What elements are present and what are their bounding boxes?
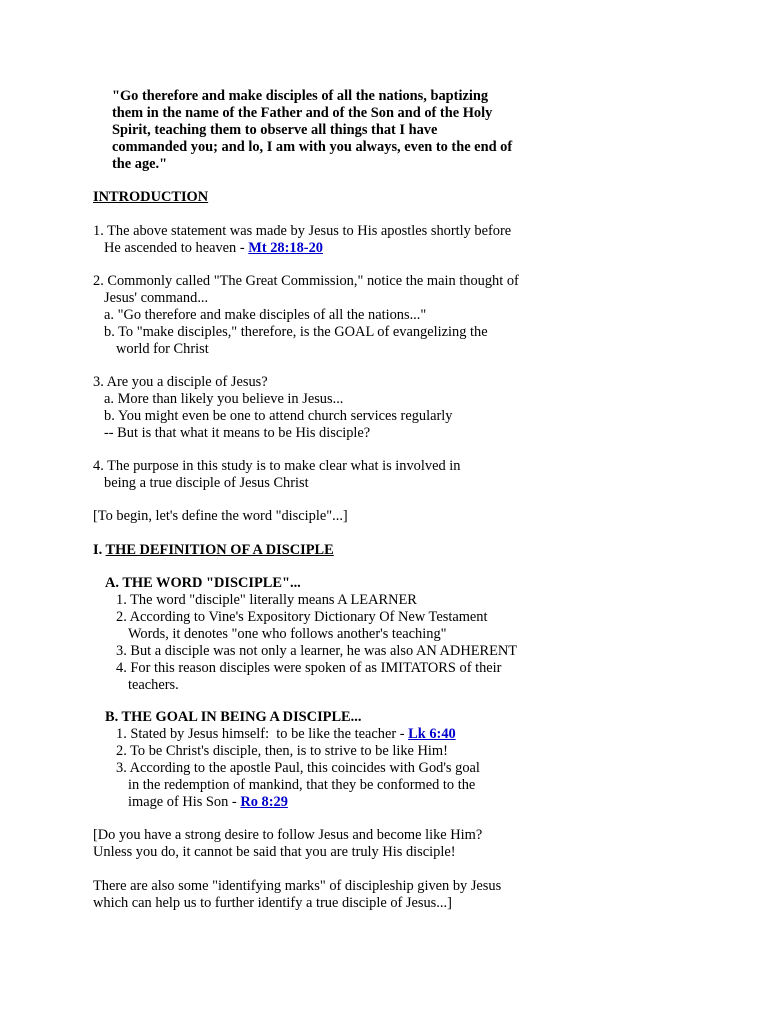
subsection-a-item: 1. The word "disciple" literally means A LEARNER bbox=[116, 592, 417, 608]
intro-point-3-subitem: b. You might even be one to attend church services regularly bbox=[104, 408, 453, 424]
intro-point-1-line: 1. The above statement was made by Jesus to His apostles shortly before bbox=[93, 223, 512, 239]
subsection-a-heading: A. THE WORD "DISCIPLE"... bbox=[105, 575, 301, 591]
closing-note-line: Unless you do, it cannot be said that you are truly His disciple! bbox=[93, 844, 456, 860]
subsection-b-item: in the redemption of mankind, that they be conformed to the bbox=[128, 777, 476, 793]
subsection-b-item-text: image of His Son - bbox=[128, 794, 241, 810]
intro-point-2-subitem: world for Christ bbox=[116, 341, 209, 357]
intro-point-3-subitem: -- But is that what it means to be His disciple? bbox=[104, 425, 371, 441]
intro-point-4-line: being a true disciple of Jesus Christ bbox=[104, 475, 309, 491]
scripture-link-mt-28-18-20[interactable]: Mt 28:18-20 bbox=[248, 240, 323, 256]
intro-point-2-subitem: a. "Go therefore and make disciples of all the nations..." bbox=[104, 307, 427, 323]
subsection-b-item bbox=[116, 726, 456, 743]
intro-point-3-line: 3. Are you a disciple of Jesus? bbox=[93, 374, 268, 390]
scripture-link-ro-8-29[interactable]: Ro 8:29 bbox=[240, 794, 288, 810]
quote-line: "Go therefore and make disciples of all the nations, baptizing bbox=[112, 88, 489, 104]
intro-point-2-line: Jesus' command... bbox=[104, 290, 209, 306]
subsection-a-item: 3. But a disciple was not only a learner, he was also AN ADHERENT bbox=[116, 643, 518, 659]
quote-line: Spirit, teaching them to observe all things that I have bbox=[112, 122, 438, 138]
transition-note: [To begin, let's define the word "disciple"...] bbox=[93, 508, 348, 524]
subsection-a-item: Words, it denotes "one who follows another's teaching" bbox=[128, 626, 447, 642]
closing-note-line: [Do you have a strong desire to follow Jesus and become like Him? bbox=[93, 827, 483, 843]
section-1-prefix: I. bbox=[93, 542, 106, 558]
quote-line: the age." bbox=[112, 156, 168, 172]
introduction-heading: INTRODUCTION bbox=[93, 189, 209, 205]
subsection-b-heading: B. THE GOAL IN BEING A DISCIPLE... bbox=[105, 709, 362, 725]
quote-line: commanded you; and lo, I am with you always, even to the end of bbox=[112, 139, 513, 155]
scripture-link-lk-6-40[interactable]: Lk 6:40 bbox=[408, 726, 456, 742]
intro-point-2-subitem: b. To "make disciples," therefore, is the GOAL of evangelizing the bbox=[104, 324, 488, 340]
subsection-b-item bbox=[128, 794, 288, 811]
section-1-heading bbox=[93, 542, 334, 559]
intro-point-1-line bbox=[104, 240, 323, 257]
section-1-title: THE DEFINITION OF A DISCIPLE bbox=[105, 542, 334, 558]
subsection-b-item: 2. To be Christ's disciple, then, is to strive to be like Him! bbox=[116, 743, 448, 759]
closing-note-line: which can help us to further identify a true disciple of Jesus...] bbox=[93, 895, 452, 911]
subsection-a-item: 2. According to Vine's Expository Dictionary Of New Testament bbox=[116, 609, 488, 625]
subsection-b-item: 3. According to the apostle Paul, this coincides with God's goal bbox=[116, 760, 480, 776]
quote-line: them in the name of the Father and of the Son and of the Holy bbox=[112, 105, 493, 121]
subsection-a-item: teachers. bbox=[128, 677, 179, 693]
intro-point-4-line: 4. The purpose in this study is to make clear what is involved in bbox=[93, 458, 461, 474]
intro-point-2-line: 2. Commonly called "The Great Commission," notice the main thought of bbox=[93, 273, 519, 289]
closing-note-line: There are also some "identifying marks" of discipleship given by Jesus bbox=[93, 878, 502, 894]
subsection-a-item: 4. For this reason disciples were spoken of as IMITATORS of their bbox=[116, 660, 502, 676]
subsection-b-item-text: 1. Stated by Jesus himself: to be like the teacher - bbox=[116, 726, 409, 742]
intro-point-3-subitem: a. More than likely you believe in Jesus... bbox=[104, 391, 344, 407]
intro-point-1-text: He ascended to heaven - bbox=[104, 240, 249, 256]
